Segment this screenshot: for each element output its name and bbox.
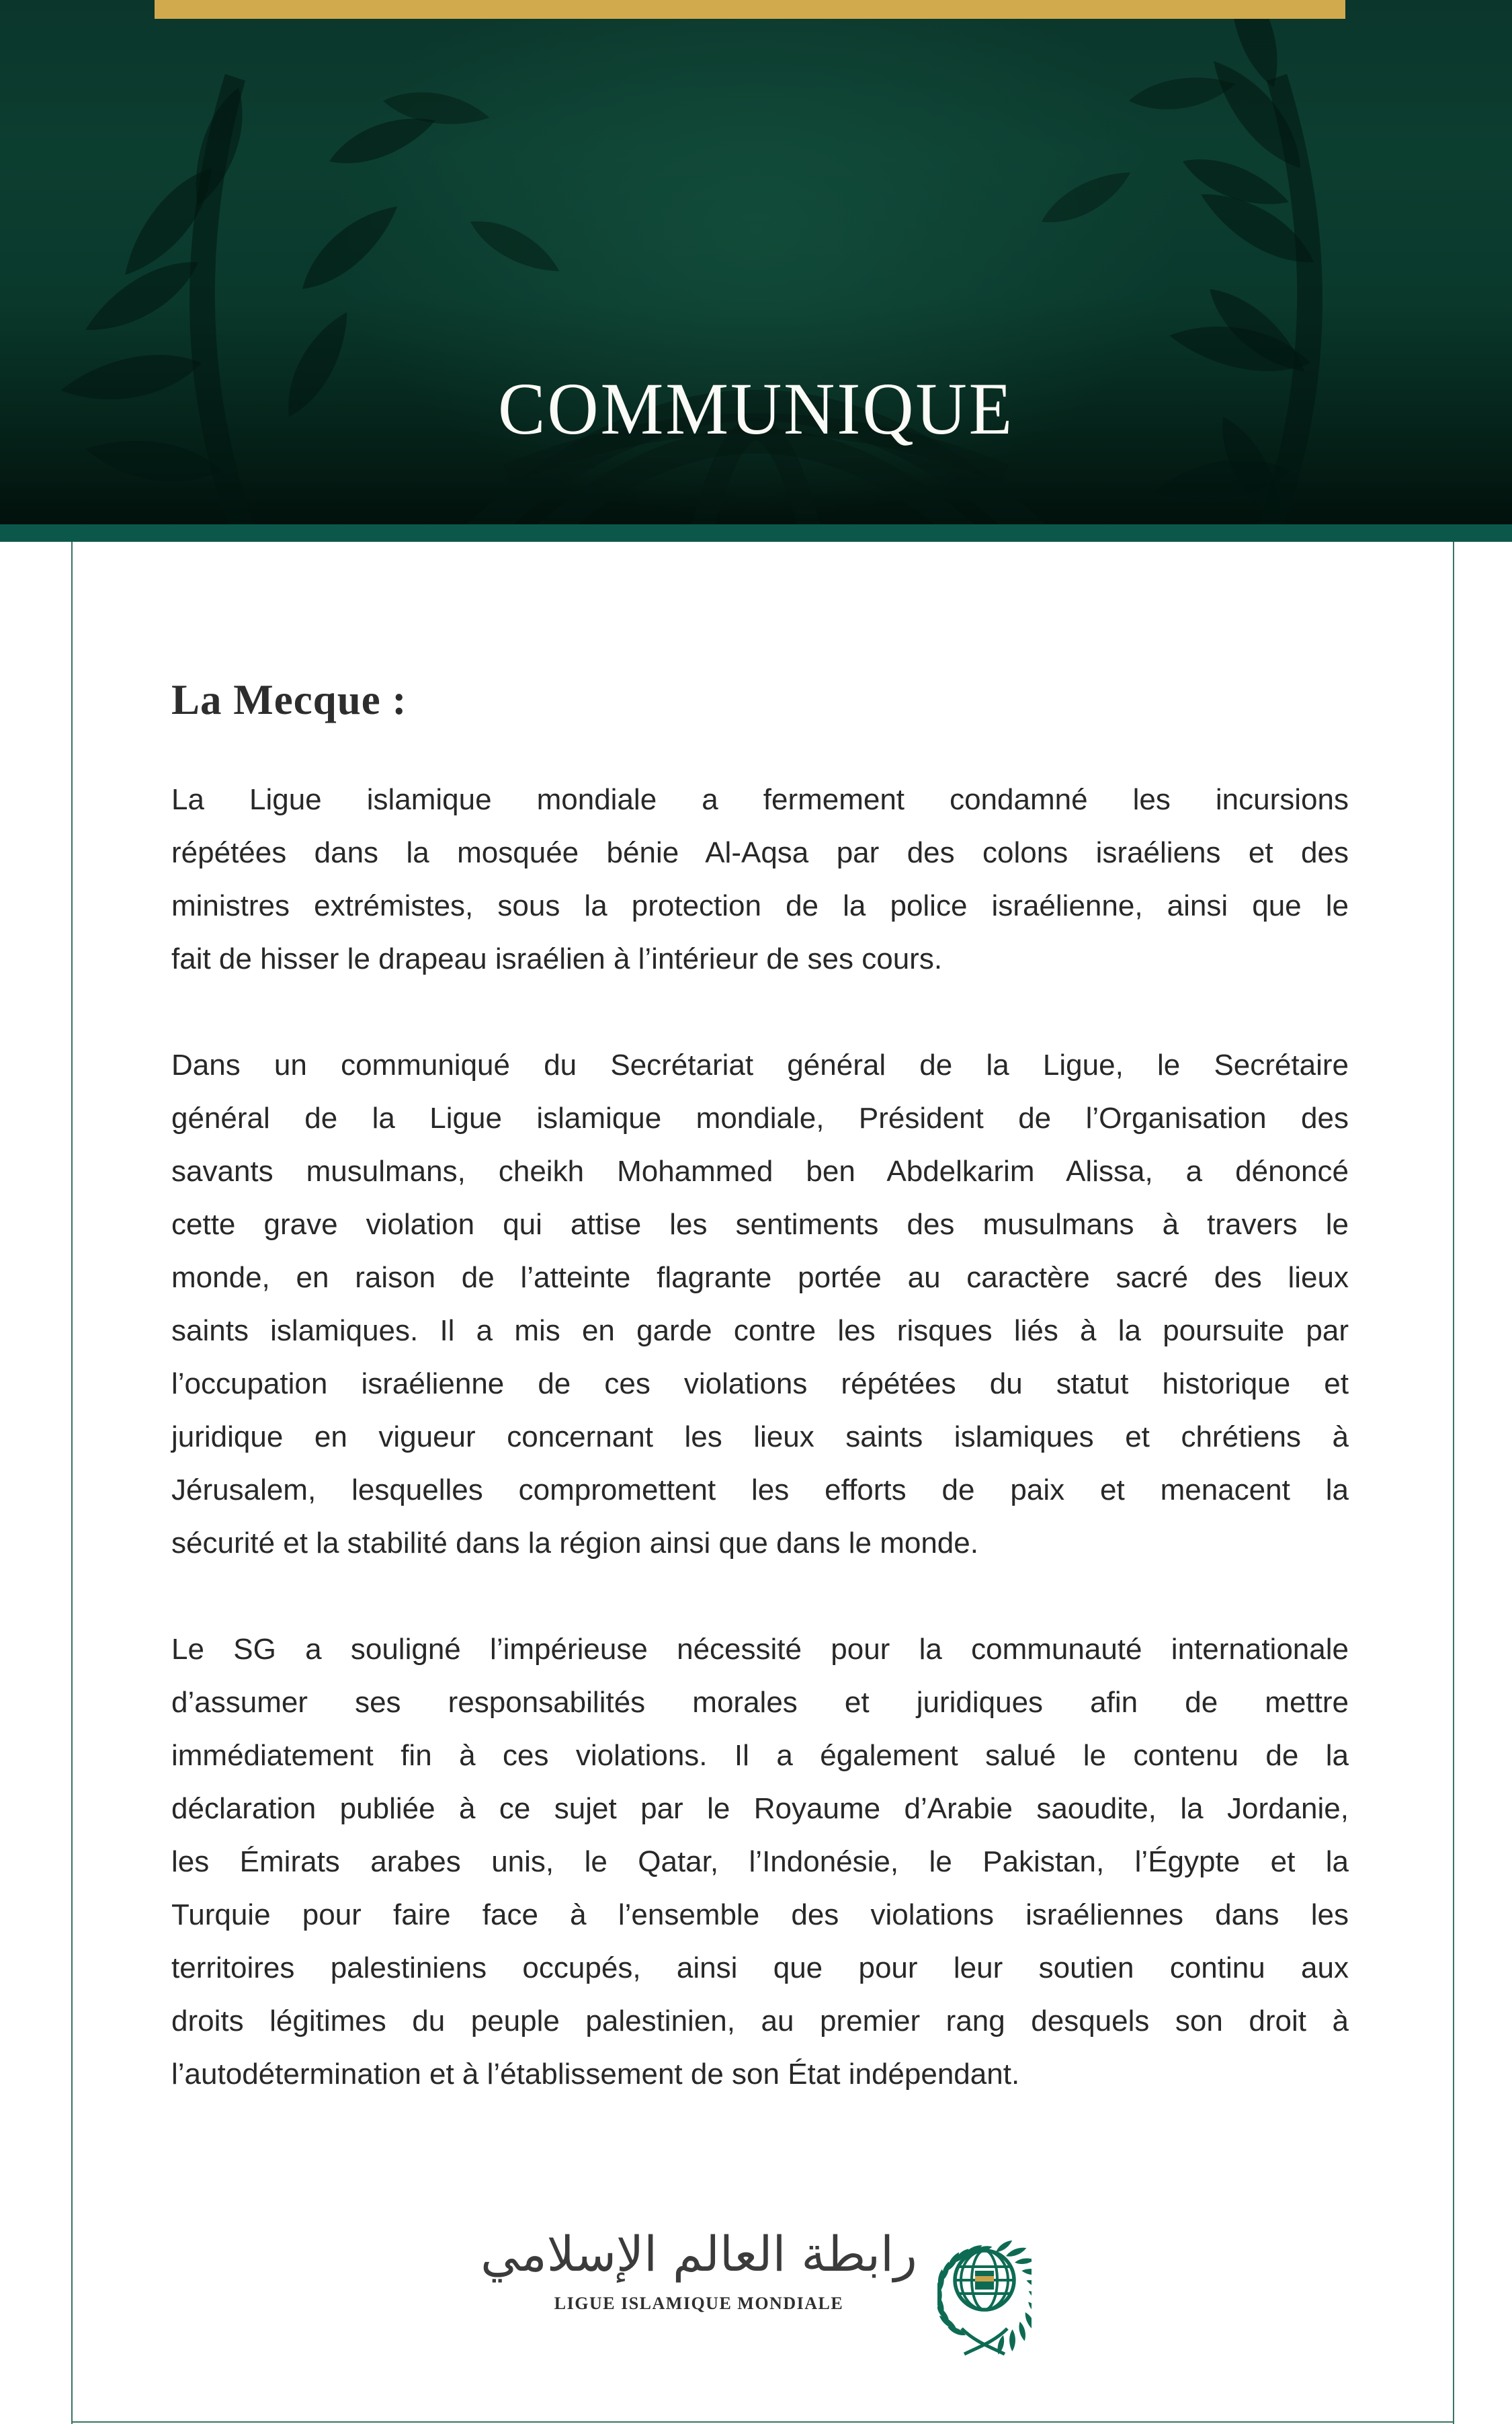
article-paragraphs [171, 773, 1349, 2101]
paragraph-line: territoires palestiniens occupés, ainsi que pour leur soutien continu aux [171, 1951, 1349, 1984]
paragraph [171, 1623, 1349, 2101]
paragraph-line: Le SG a souligné l’impérieuse nécessité pour la communauté internationale [171, 1633, 1349, 1666]
paragraph-line: La Ligue islamique mondiale a fermement condamné les incursions [171, 783, 1349, 816]
paragraph-line: saints islamiques. Il a mis en garde contre les risques liés à la poursuite par [171, 1314, 1349, 1347]
paragraph-line: immédiatement fin à ces violations. Il a également salué le contenu de la [171, 1739, 1349, 1772]
paragraph-line: d’assumer ses responsabilités morales et juridiques afin de mettre [171, 1686, 1349, 1719]
paragraph-line: droits légitimes du peuple palestinien, au premier rang desquels son droit à [171, 2005, 1349, 2037]
paragraph-line: fait de hisser le drapeau israélien à l’intérieur de ses cours. [171, 942, 943, 975]
card-border-right [1453, 542, 1454, 2424]
logo-caption: LIGUE ISLAMIQUE MONDIALE [554, 2294, 844, 2314]
paragraph [171, 773, 1349, 985]
paragraph-line: cette grave violation qui attise les sentiments des musulmans à travers le [171, 1208, 1349, 1241]
olive-branch-left [60, 74, 435, 542]
paragraph-line: Dans un communiqué du Secrétariat général de la Ligue, le Secrétaire [171, 1049, 1349, 1082]
paragraph-line: déclaration publiée à ce sujet par le Royaume d’Arabie saoudite, la Jordanie, [171, 1792, 1349, 1825]
paragraph-line: savants musulmans, cheikh Mohammed ben Abdelkarim Alissa, a dénoncé [171, 1155, 1349, 1188]
laurel-globe-watermark [0, 0, 1512, 542]
card-border-left [71, 542, 73, 2424]
globe-laurel-emblem [937, 2228, 1032, 2362]
paragraph [171, 1039, 1349, 1570]
header-bottom-band [0, 524, 1512, 542]
dateline-heading: La Mecque : [171, 676, 407, 723]
scattered-leaves [382, 45, 1235, 297]
gold-accent-bar [155, 0, 1345, 19]
logo-arabic-calligraphy: رابطة العالم الإسلامي [480, 2226, 917, 2282]
paragraph-line: juridique en vigueur concernant les lieux saints islamiques et chrétiens à [171, 1420, 1349, 1453]
paragraph-line: Jérusalem, lesquelles compromettent les efforts de paix et menacent la [171, 1473, 1349, 1506]
paragraph-line: ministres extrémistes, sous la protection de la police israélienne, ainsi que le [171, 889, 1349, 922]
logo-text-block [480, 2225, 917, 2314]
paragraph-line: Turquie pour faire face à l’ensemble des violations israéliennes dans les [171, 1898, 1349, 1931]
paragraph-line: l’autodétermination et à l’établissement de son État indépendant. [171, 2058, 1020, 2091]
laurel-wreath-icon [937, 2240, 1032, 2355]
footer-logo [0, 2225, 1512, 2362]
paragraph-line: général de la Ligue islamique mondiale, Président de l’Organisation des [171, 1102, 1349, 1135]
paragraph-line: répétées dans la mosquée bénie Al-Aqsa par des colons israéliens et des [171, 836, 1349, 869]
card-border-bottom [71, 2421, 1454, 2423]
paragraph-line: monde, en raison de l’atteinte flagrante portée au caractère sacré des lieux [171, 1261, 1349, 1294]
paragraph-line: les Émirats arabes unis, le Qatar, l’Indonésie, le Pakistan, l’Égypte et la [171, 1845, 1349, 1878]
kaaba-icon [975, 2271, 994, 2290]
header-banner [0, 0, 1512, 542]
paragraph-line: l’occupation israélienne de ces violations répétées du statut historique et [171, 1367, 1349, 1400]
paragraph-line: sécurité et la stabilité dans la région ainsi que dans le monde. [171, 1527, 978, 1560]
page-title: COMMUNIQUE [498, 368, 1014, 450]
